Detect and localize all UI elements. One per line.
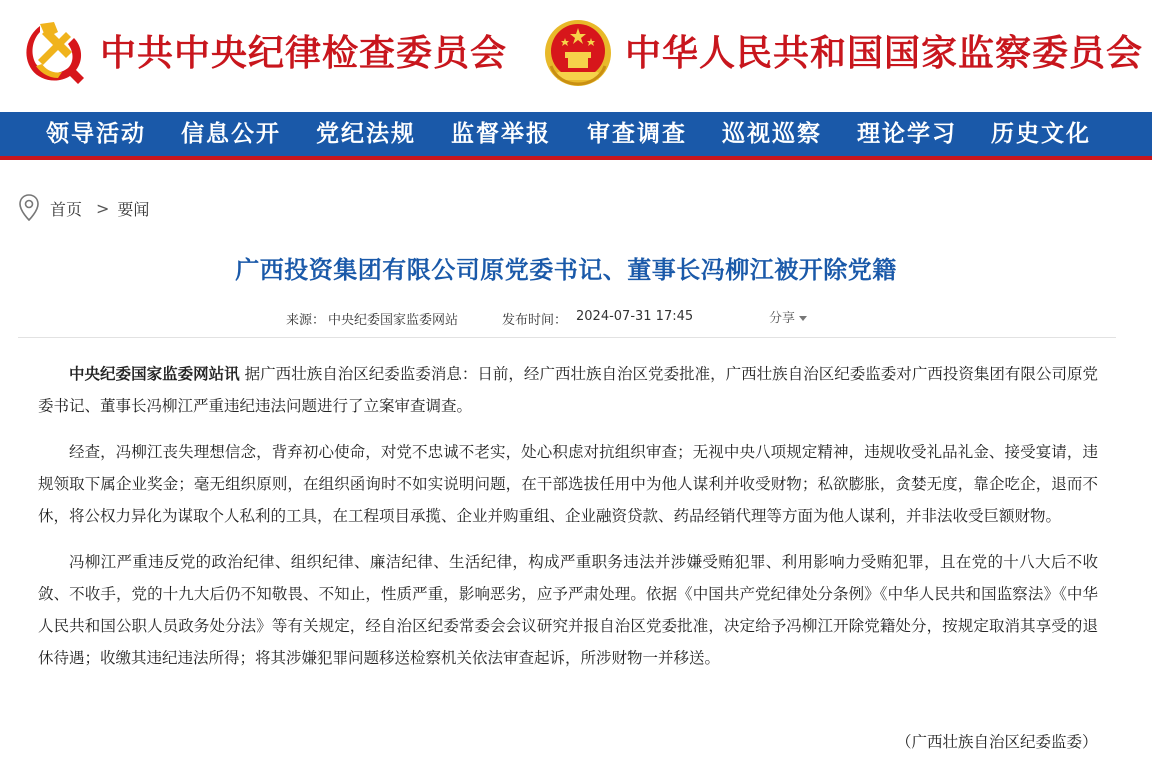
article-p1-text: 据广西壮族自治区纪委监委消息：日前，经广西壮族自治区党委批准，广西壮族自治区纪委监委对广西投资集团有限公司原党委书记、董事长冯柳江严重违纪违法问题进行了立案审查调查。 [38, 365, 1098, 415]
article-paragraph-2: 经查，冯柳江丧失理想信念，背弃初心使命，对党不忠诚不老实，处心积虑对抗组织审查；无视中央八项规定精神，违规收受礼品礼金、接受宴请，违规领取下属企业奖金；毫无组织原则，在组织函询时不如实说明问题，在干部选拔任用中为他人谋利并收受财物；私欲膨胀，贪婪无度，靠企吃企，退而不休，将公权力异化为谋取个人私利的工具，在工程项目承揽、企业并购重组、企业融资贷款、药品经销代理等方面为他人谋利，并非法收受巨额财物。 [38, 443, 1098, 525]
nav-item-regulations[interactable]: 党纪法规 [316, 120, 416, 147]
article-paragraph-1 [38, 358, 1098, 422]
location-pin-icon [18, 193, 40, 223]
breadcrumb-current-link[interactable]: 要闻 [117, 199, 150, 219]
nav-item-info-disclosure[interactable]: 信息公开 [181, 120, 281, 147]
nsc-logo-link[interactable] [543, 18, 1143, 88]
breadcrumb [18, 192, 149, 224]
ccdi-logo-link[interactable] [18, 18, 507, 88]
nav-item-history-culture[interactable]: 历史文化 [991, 120, 1091, 147]
publish-time-value: 2024-07-31 17:45 [576, 309, 694, 324]
publish-time-label: 发布时间： [502, 313, 568, 328]
source-label: 来源： [286, 313, 326, 328]
breadcrumb-separator: > [96, 198, 110, 218]
article-title: 广西投资集团有限公司原党委书记、董事长冯柳江被开除党籍 [235, 256, 897, 284]
share-label: 分享 [769, 311, 796, 326]
national-emblem-icon [543, 18, 613, 88]
source-value: 中央纪委国家监委网站 [328, 313, 459, 328]
nav-item-inspection[interactable]: 巡视巡察 [722, 120, 822, 147]
ccdi-name: 中共中央纪律检查委员会 [100, 32, 508, 74]
nav-item-theory-study[interactable]: 理论学习 [857, 120, 957, 147]
nsc-name: 中华人民共和国国家监察委员会 [625, 32, 1144, 74]
article-lead: 中央纪委国家监委网站讯 [69, 365, 240, 383]
caret-down-icon [799, 316, 807, 321]
nav-item-supervision-report[interactable]: 监督举报 [451, 120, 551, 147]
share-button[interactable] [769, 307, 807, 326]
nav-item-leadership[interactable]: 领导活动 [46, 120, 146, 147]
breadcrumb-home-link[interactable]: 首页 [50, 199, 83, 219]
party-emblem-icon [18, 18, 88, 88]
nav-item-investigation[interactable]: 审查调查 [587, 120, 687, 147]
article-footer-source: （广西壮族自治区纪委监委） [896, 733, 1098, 751]
main-nav [0, 112, 1152, 160]
article-paragraph-3: 冯柳江严重违反党的政治纪律、组织纪律、廉洁纪律、生活纪律，构成严重职务违法并涉嫌受贿犯罪、利用影响力受贿犯罪，且在党的十八大后不收敛、不收手，党的十九大后仍不知敬畏、不知止，性质严重，影响恶劣，应予严肃处理。依据《中国共产党纪律处分条例》《中华人民共和国监察法》《中华人民共和国公职人员政务处分法》等有关规定，经自治区纪委常委会会议研究并报自治区党委批准，决定给予冯柳江开除党籍处分，按规定取消其享受的退休待遇；收缴其违纪违法所得；将其涉嫌犯罪问题移送检察机关依法审查起诉，所涉财物一并移送。 [38, 553, 1098, 667]
article-body [38, 358, 1098, 688]
masthead [0, 0, 1152, 112]
title-divider [18, 337, 1116, 338]
